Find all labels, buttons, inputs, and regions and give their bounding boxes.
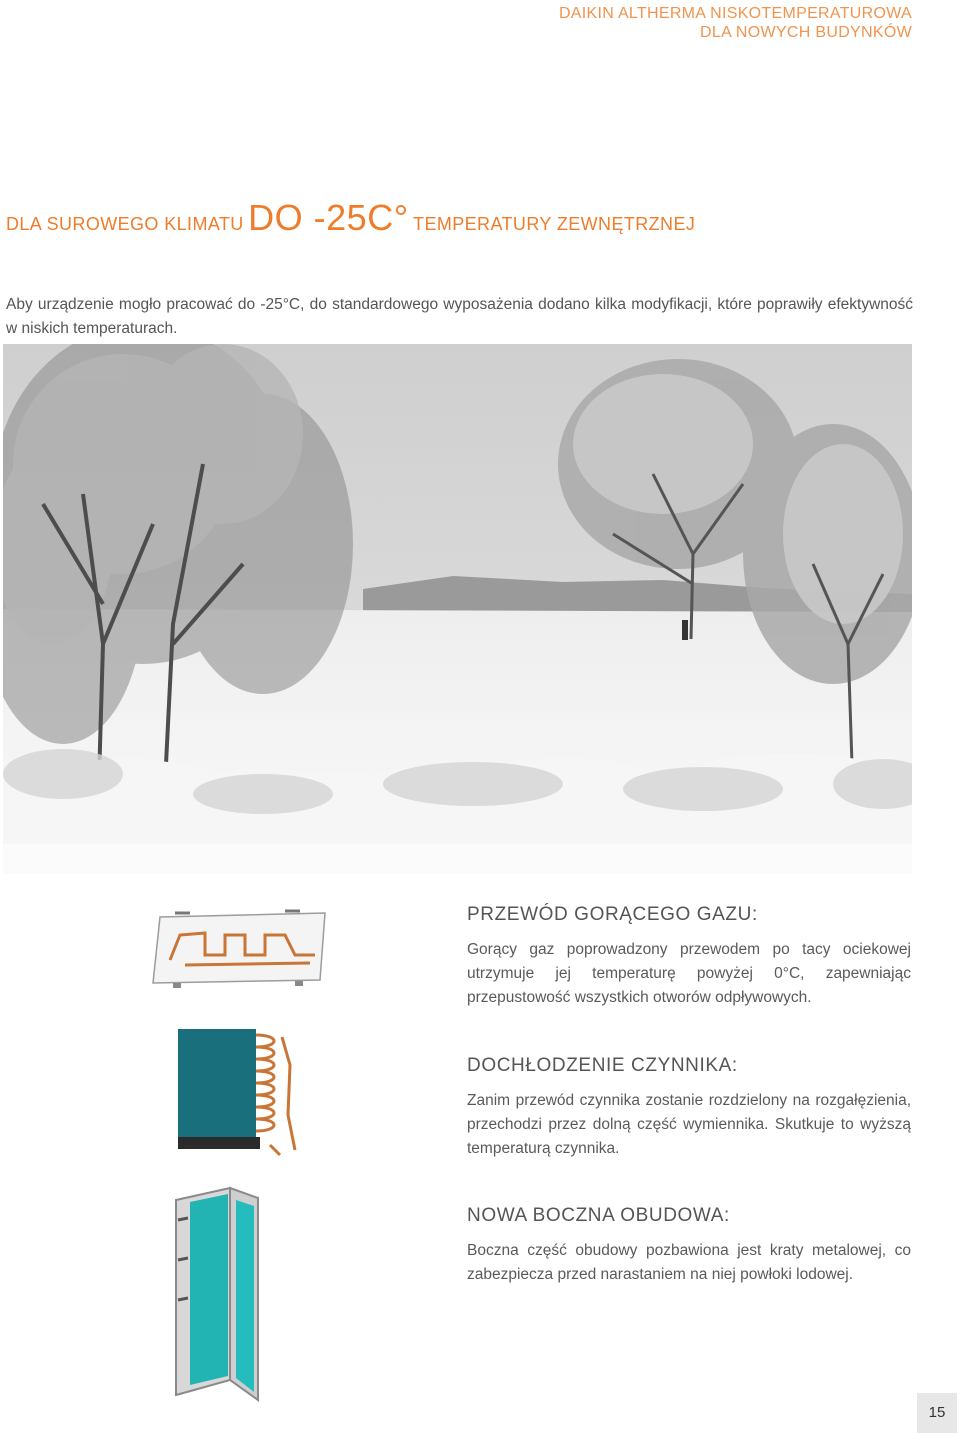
section-title: NOWA BOCZNA OBUDOWA:	[467, 1205, 730, 1226]
header-line-2: DLA NOWYCH BUDYNKÓW	[700, 24, 912, 41]
winter-landscape-illustration	[3, 344, 912, 874]
headline-suffix: TEMPERATURY ZEWNĘTRZNEJ	[413, 214, 696, 234]
running-header	[559, 4, 912, 42]
section-side-casing	[467, 1205, 911, 1287]
section-text: Gorący gaz poprowadzony przewodem po tacy ociekowej utrzymuje jej temperaturę powyżej 0°C, zapewniając przepustowość wszystkich otworów odpływowych.	[467, 941, 911, 1006]
section-title: PRZEWÓD GORĄCEGO GAZU:	[467, 904, 758, 925]
intro-paragraph: Aby urządzenie mogło pracować do -25°C, do standardowego wyposażenia dodano kilka modyfikacji, które poprawiły efektywność w niskich temperaturach.	[6, 295, 913, 337]
heat-exchanger-image	[170, 1025, 305, 1165]
headline-temperature: DO -25C°	[248, 197, 409, 238]
section-hot-gas-pipe	[467, 904, 911, 1010]
section-title: DOCHŁODZENIE CZYNNIKA:	[467, 1055, 738, 1076]
section-refrigerant-subcooling	[467, 1055, 911, 1161]
section-text: Boczna część obudowy pozbawiona jest kraty metalowej, co zabezpiecza przed narastaniem na niej powłoki lodowej.	[467, 1242, 911, 1283]
page-number: 15	[917, 1393, 957, 1433]
side-casing-image	[170, 1180, 265, 1410]
section-text: Zanim przewód czynnika zostanie rozdzielony na rozgałęzienia, przechodzi przez dolną część wymiennika. Skutkuje to wyższą temperaturą czynnika.	[467, 1092, 911, 1157]
winter-landscape-photo	[3, 344, 912, 874]
header-line-1: DAIKIN ALTHERMA NISKOTEMPERATUROWA	[558, 5, 912, 22]
page-headline	[6, 197, 695, 239]
drip-tray-image	[145, 905, 335, 990]
headline-prefix: DLA SUROWEGO KLIMATU	[6, 214, 244, 234]
